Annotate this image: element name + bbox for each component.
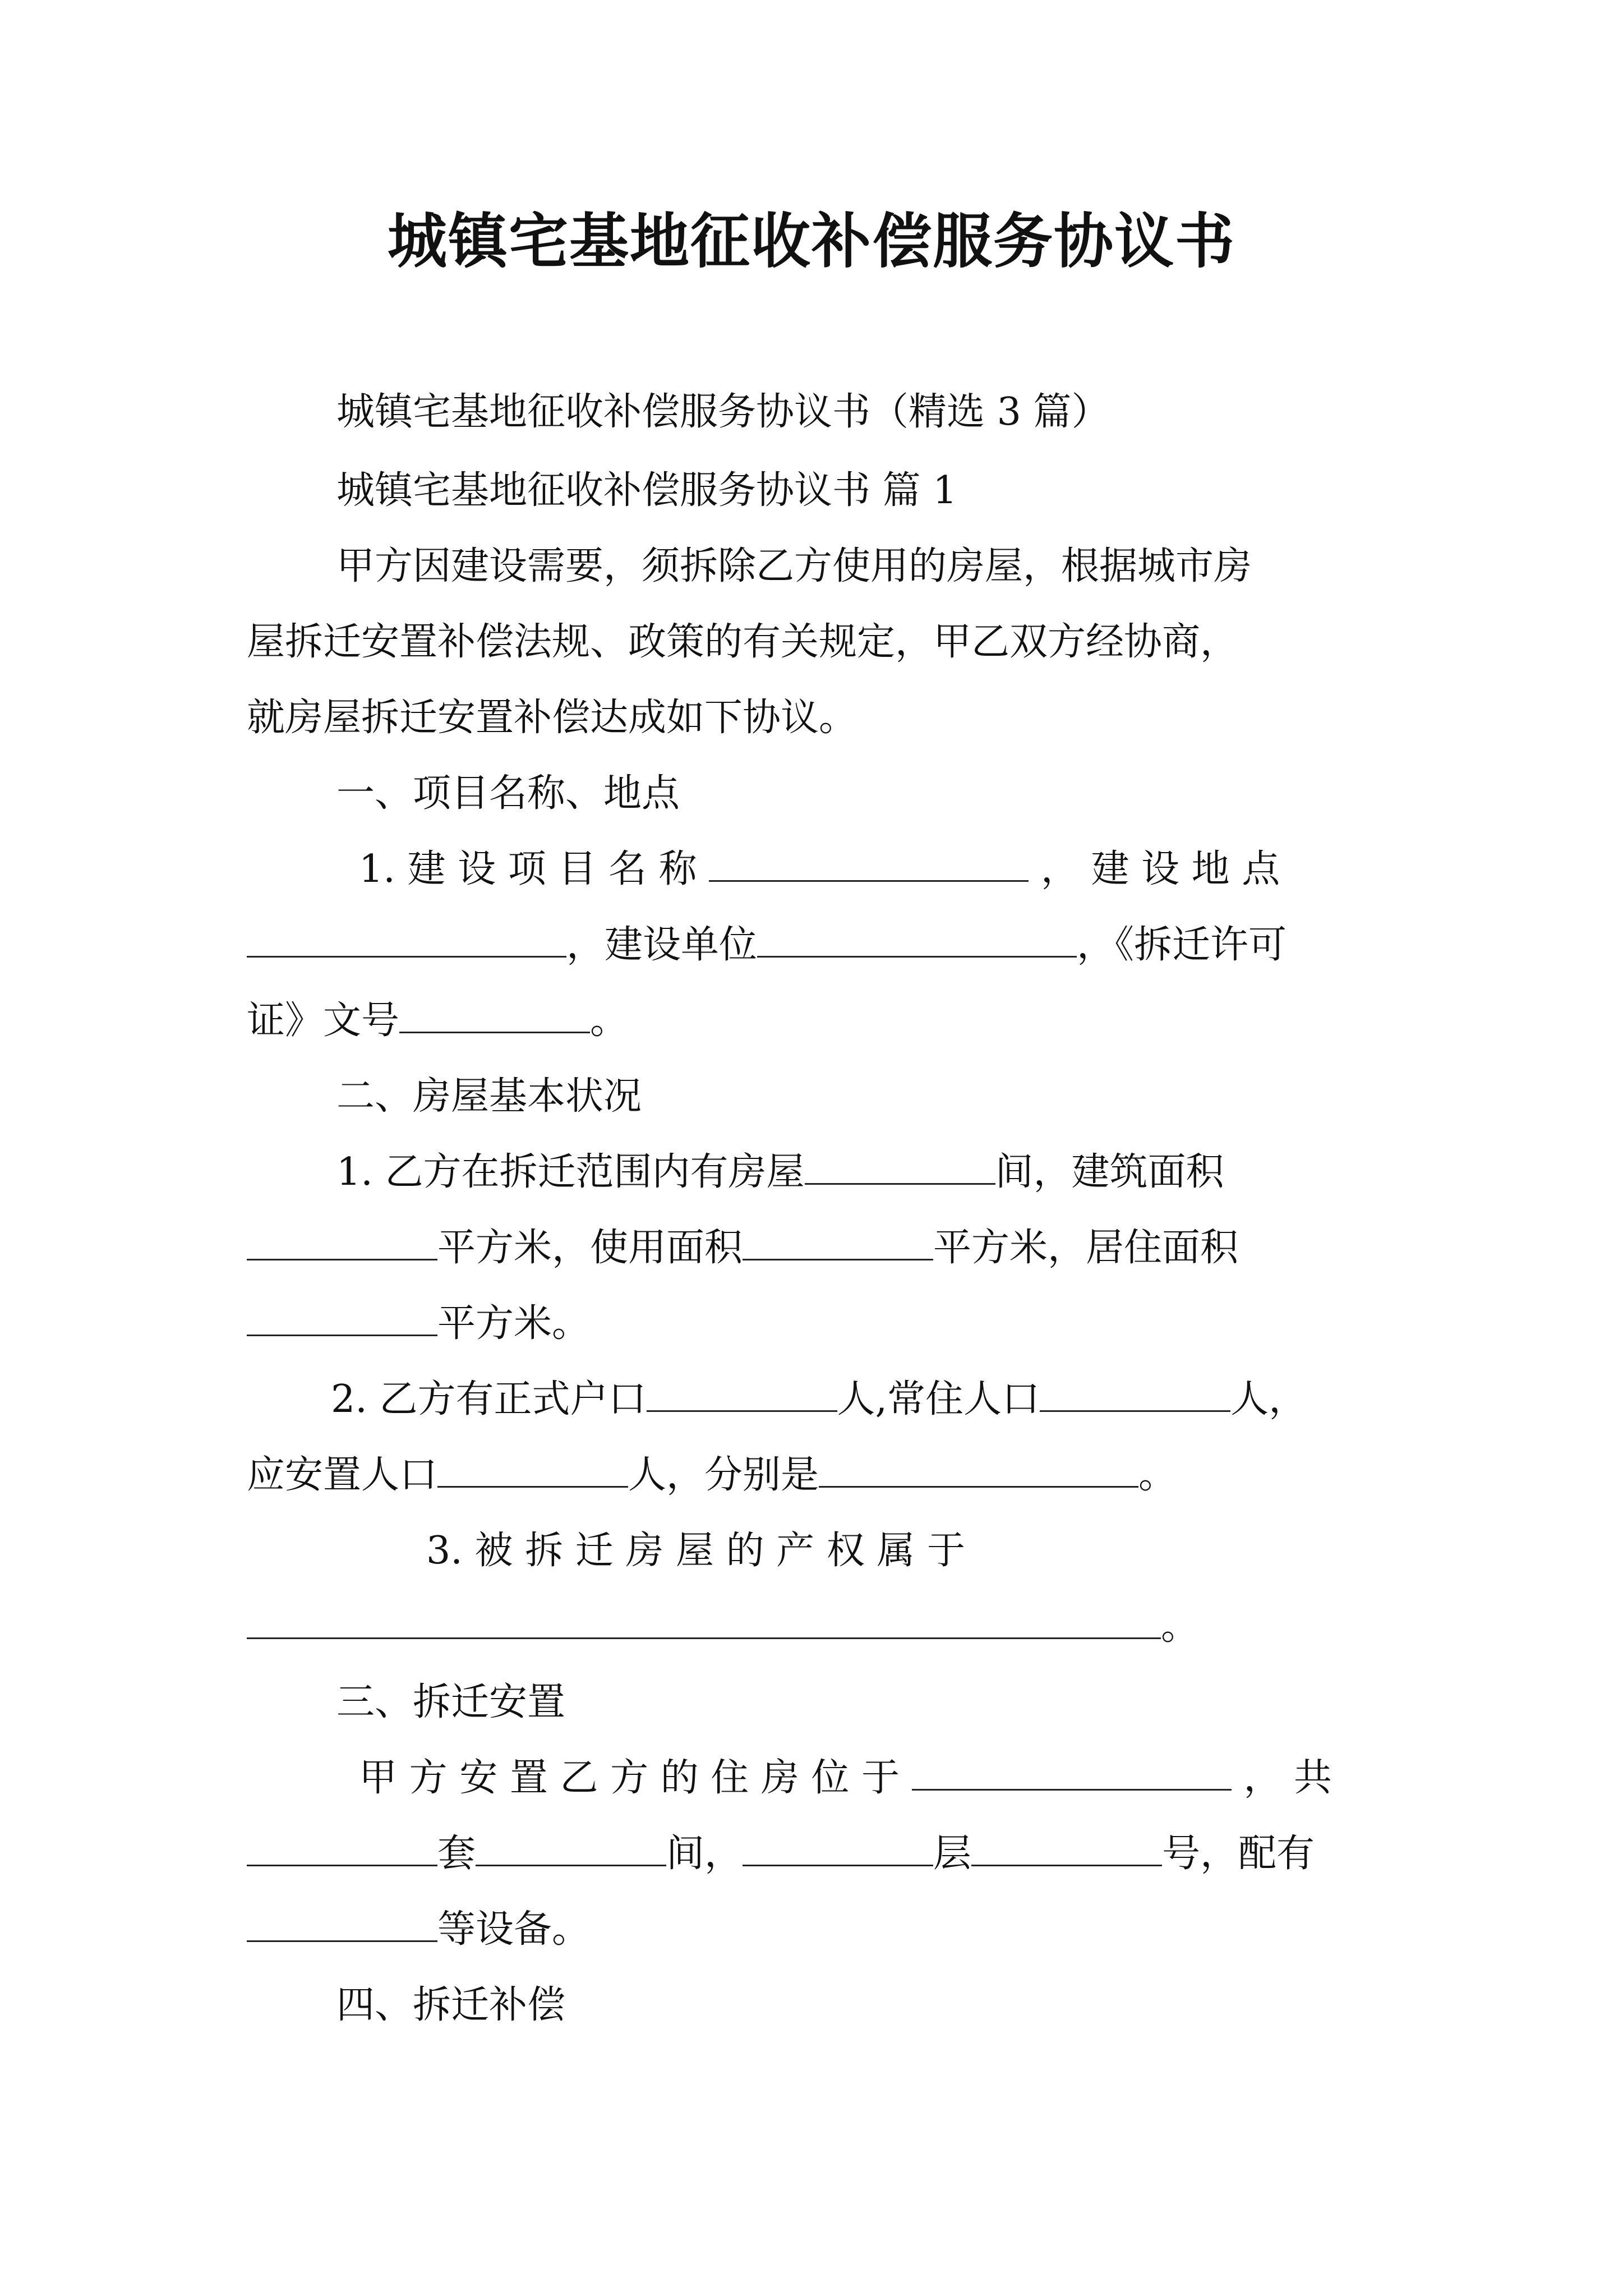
section-4-heading: 四、拆迁补偿 [336, 1983, 566, 2027]
number-blank [971, 1828, 1162, 1866]
project-name-blank [709, 843, 1029, 882]
sec1-item1-label: 1. 建 设 项 目 名 称 [359, 847, 697, 891]
sec2-item1-line1 [336, 1142, 1224, 1203]
period: 。 [590, 999, 629, 1043]
names-blank [819, 1449, 1138, 1488]
rooms-count-label: 间， [666, 1832, 743, 1876]
part-heading: 城镇宅基地征收补偿服务协议书 篇 1 [336, 468, 957, 513]
sec1-permit-no-label: 证》文号 [247, 999, 400, 1043]
sec1-item1-line3 [247, 990, 628, 1052]
period: 。 [1161, 1604, 1200, 1649]
sec2-item3-line2 [247, 1596, 1199, 1658]
sec2-item2-line1 [331, 1369, 1307, 1430]
sets-blank [247, 1828, 437, 1866]
floor-blank [743, 1828, 933, 1866]
unit-blank [757, 919, 1077, 958]
usable-area-blank [743, 1222, 933, 1260]
sec1-permit-label: ，《拆迁许可 [1077, 923, 1287, 967]
living-area-label: 平方米，居住面积 [933, 1226, 1239, 1270]
sec2-item2-line2 [247, 1444, 1177, 1506]
building-area-label: 间，建筑面积 [995, 1150, 1224, 1194]
usable-area-label: 平方米，使用面积 [437, 1226, 743, 1270]
document-title: 城镇宅基地征收补偿服务协议书 [388, 206, 1235, 276]
period: 。 [1138, 1453, 1177, 1497]
site-blank [247, 919, 566, 958]
sec3-line1 [359, 1747, 1332, 1809]
equipped-label: 号，配有 [1162, 1832, 1315, 1876]
intro-line-3: 就房屋拆迁安置补偿达成如下协议。 [247, 696, 857, 740]
document-subtitle: 城镇宅基地征收补偿服务协议书（精选 3 篇） [336, 390, 1110, 434]
persons-label: 人， [1230, 1377, 1307, 1421]
section-2-heading: 二、房屋基本状况 [336, 1074, 642, 1119]
sec2-item1-line3 [247, 1293, 590, 1355]
resident-label: 人,常住人口 [837, 1377, 1040, 1421]
living-area-blank [247, 1297, 437, 1336]
section-1-heading: 一、项目名称、地点 [336, 771, 680, 816]
registered-label: 2. 乙方有正式户口 [331, 1377, 647, 1421]
sec3-line3 [247, 1899, 590, 1961]
sec1-item1-line2 [247, 914, 1287, 976]
housing-location-label: 甲 方 安 置 乙 方 的 住 房 位 于 [359, 1756, 900, 1800]
intro-line-1: 甲方因建设需要，须拆除乙方使用的房屋，根据城市房 [336, 544, 1252, 588]
building-area-blank [247, 1222, 437, 1260]
rooms-label: 1. 乙方在拆迁范围内有房屋 [336, 1150, 805, 1194]
sec2-item1-line2 [247, 1217, 1238, 1279]
housing-location-blank [912, 1752, 1232, 1791]
equipment-label: 等设备。 [437, 1907, 591, 1952]
rooms-count-blank [476, 1828, 666, 1866]
sets-label: 套 [437, 1832, 476, 1876]
sec1-site-label: ， 建 设 地 点 [1040, 847, 1280, 891]
sec1-item1-line1 [359, 839, 1280, 900]
intro-line-2: 屋拆迁安置补偿法规、政策的有关规定，甲乙双方经协商， [247, 620, 1239, 664]
registered-blank [647, 1373, 837, 1412]
sec1-unit-label: ，建设单位 [566, 923, 758, 967]
sec2-item3-line1: 3. 被 拆 迁 房 屋 的 产 权 属 于 [426, 1529, 966, 1573]
sec3-line2 [247, 1823, 1315, 1885]
resettle-label: 应安置人口 [247, 1453, 438, 1497]
resident-blank [1040, 1373, 1230, 1412]
rooms-blank [805, 1146, 995, 1185]
sqm-label: 平方米。 [437, 1301, 591, 1346]
total-label: ， 共 [1243, 1756, 1332, 1800]
names-label: 人，分别是 [628, 1453, 819, 1497]
permit-no-blank [399, 995, 590, 1033]
equipment-blank [247, 1903, 437, 1942]
resettle-blank [437, 1449, 628, 1488]
ownership-blank [247, 1600, 1161, 1639]
floor-label: 层 [933, 1832, 972, 1876]
section-3-heading: 三、拆迁安置 [336, 1680, 566, 1724]
